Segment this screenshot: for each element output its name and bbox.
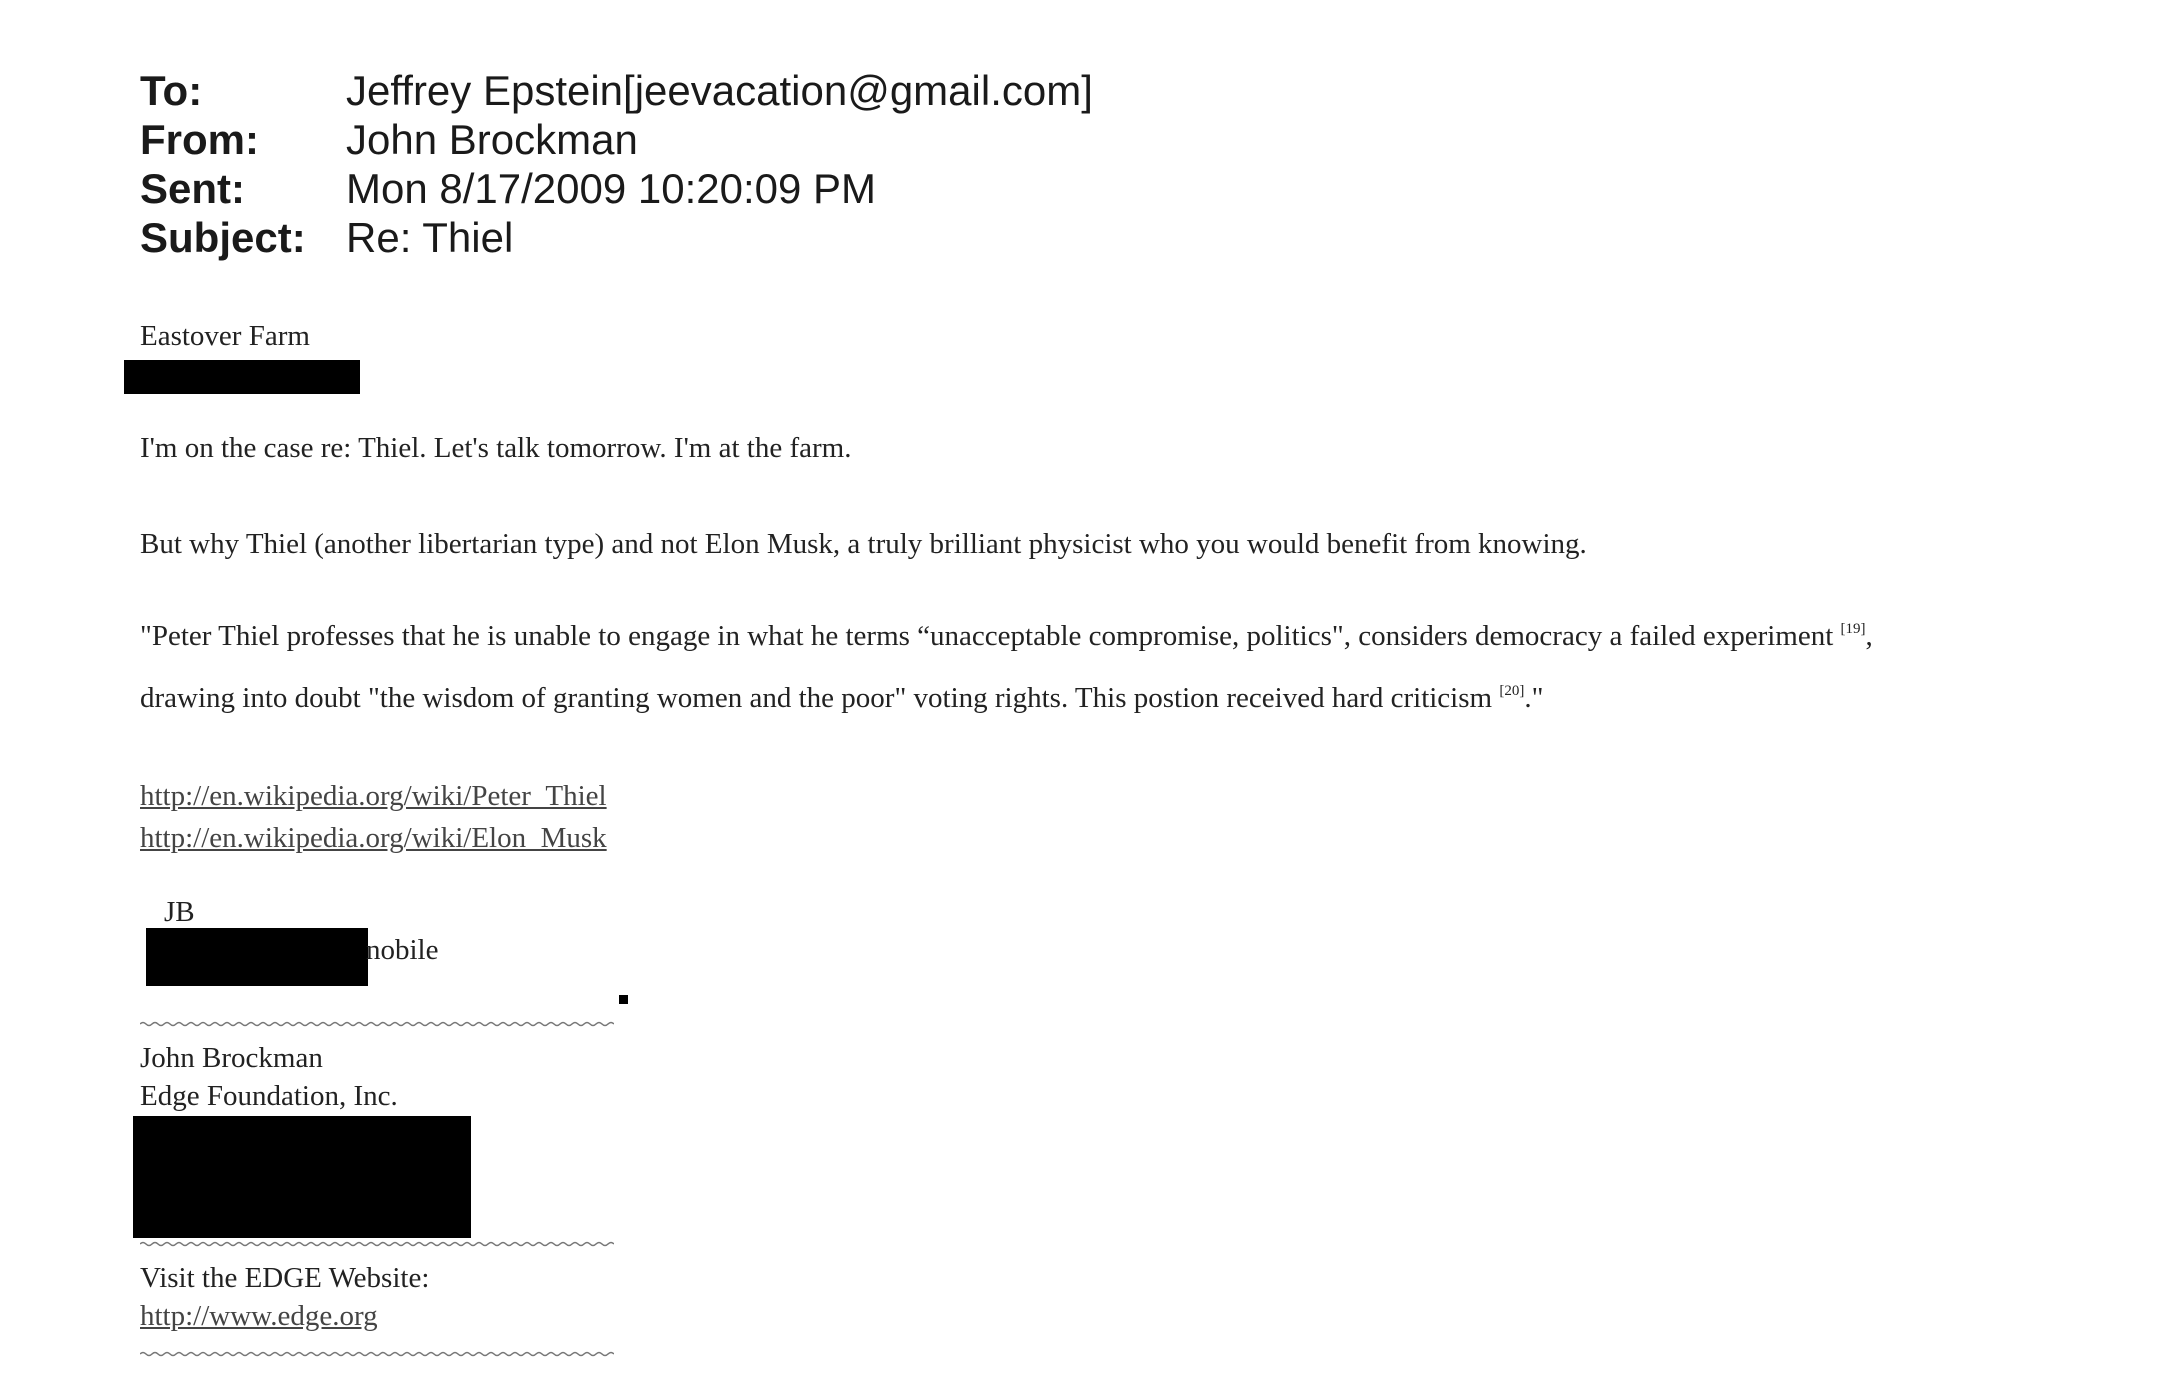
tilde-divider: [140, 1240, 614, 1248]
visit-website-text: Visit the EDGE Website:: [140, 1262, 430, 1294]
location-text: Eastover Farm: [140, 320, 310, 352]
quote-line-2: [140, 682, 1543, 715]
to-row: [140, 66, 1093, 115]
redaction-block: [146, 928, 368, 986]
redaction-dot: [619, 995, 628, 1004]
sent-row: [140, 164, 1093, 213]
redaction-block: [124, 360, 360, 394]
link-peter-thiel[interactable]: http://en.wikipedia.org/wiki/Peter_Thiel: [140, 780, 607, 812]
link-edge-website[interactable]: http://www.edge.org: [140, 1300, 378, 1332]
signature-name: John Brockman: [140, 1042, 323, 1074]
tilde-divider: [140, 1350, 614, 1358]
redaction-block: [133, 1116, 471, 1238]
from-value: John Brockman: [346, 116, 638, 163]
mobile-label: nobile: [366, 934, 439, 966]
sent-label: Sent:: [140, 165, 245, 212]
quote-end: .": [1524, 682, 1544, 714]
signature-org: Edge Foundation, Inc.: [140, 1080, 398, 1112]
sent-value: Mon 8/17/2009 10:20:09 PM: [346, 165, 877, 212]
tilde-divider: [140, 1020, 614, 1028]
signature-initials: JB: [164, 896, 195, 928]
quote-line-1: [140, 620, 1873, 653]
subject-label: Subject:: [140, 214, 306, 261]
to-value: Jeffrey Epstein[jeevacation@gmail.com]: [346, 67, 1093, 114]
subject-value: Re: Thiel: [346, 214, 514, 261]
body-line-2: But why Thiel (another libertarian type) and not Elon Musk, a truly brilliant physicist who you would benefit from knowing.: [140, 528, 1587, 560]
email-header: [140, 66, 1093, 262]
quote-text-1: "Peter Thiel professes that he is unable to engage in what he terms “unacceptable compromise, politics", considers democracy a failed experiment: [140, 620, 1841, 652]
citation-20[interactable]: [20]: [1499, 683, 1525, 699]
body-line-1: I'm on the case re: Thiel. Let's talk tomorrow. I'm at the farm.: [140, 432, 852, 464]
subject-row: [140, 213, 1093, 262]
link-elon-musk[interactable]: http://en.wikipedia.org/wiki/Elon_Musk: [140, 822, 607, 854]
from-label: From:: [140, 116, 259, 163]
quote-text-2: drawing into doubt "the wisdom of granting women and the poor" voting rights. This postion received hard criticism: [140, 682, 1500, 714]
to-label: To:: [140, 67, 203, 114]
citation-19[interactable]: [19]: [1840, 621, 1866, 637]
quote-comma: ,: [1865, 620, 1873, 652]
from-row: [140, 115, 1093, 164]
